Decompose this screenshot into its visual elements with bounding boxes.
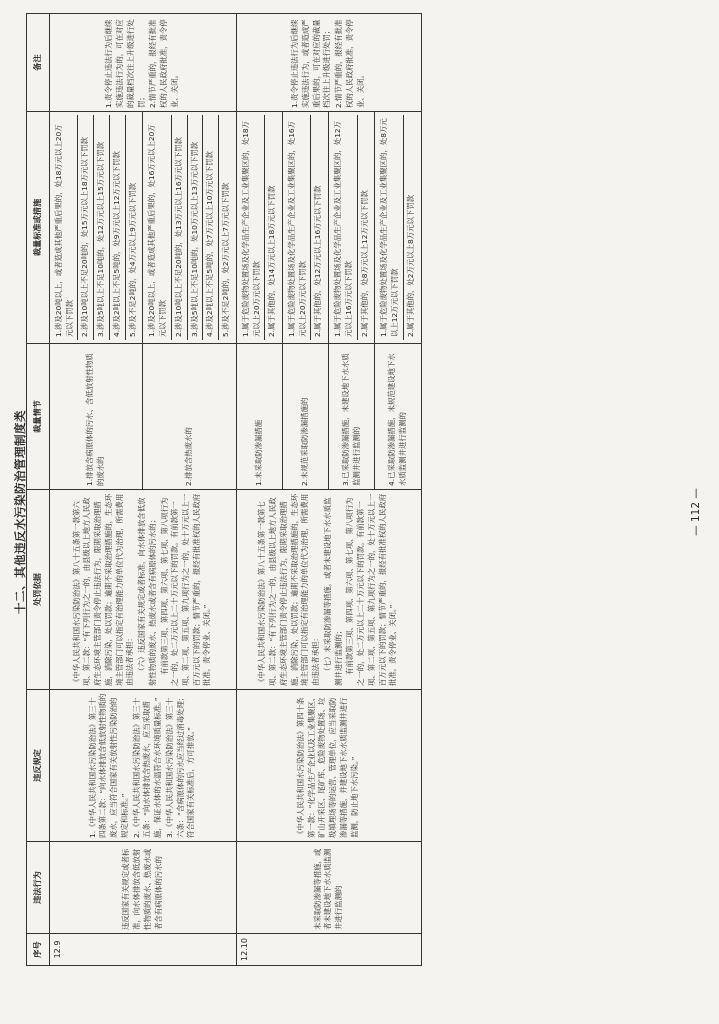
standard-item: 1.涉及20吨以上，或者造成其他严重后果的，处18万元以上20万元以下罚款 [52, 115, 78, 340]
standard-item: 5.涉及不足2吨的，处2万元以上7万元以下罚款 [221, 182, 231, 337]
seq-cell: 12.9 [50, 934, 237, 966]
standard-cell [375, 112, 421, 344]
header-remarks: 备注 [27, 14, 50, 112]
standard-cell [236, 112, 282, 344]
section-title: 十二、其他违反水污染防治管理制度类 [13, 410, 27, 614]
standard-cell [283, 112, 329, 344]
standard-cell [329, 112, 375, 344]
standard-item: 1.属于危险废物处置场及化学品生产企业及工业集聚区的，处8万元以上12万元以下罚款 [377, 115, 403, 340]
remarks-paragraph: 1.责令停止违法行为后继续实施违法行为，或者造成严重后果的，可在对应的裁量档次往上升级进行处罚； [290, 19, 332, 108]
penalty-table [26, 13, 422, 966]
standard-item: 5.涉及不足2吨的，处4万元以上9万元以下罚款 [127, 182, 137, 337]
provision-cell [50, 690, 237, 842]
standard-item: 1.属于危险废物处置场及化学品生产企业及工业集聚区的，处12万元以上16万元以下罚款 [331, 115, 357, 340]
remarks-paragraph: 1.责令停止违法行为后继续实施违法行为的，可在对应的裁量档次往上升级进行处罚； [104, 19, 146, 108]
header-circumstance: 裁量情节 [27, 344, 50, 490]
provision-paragraph: 《中华人民共和国水污染防治法》第四十条第一款：“化学品生产企业以及工业集聚区、矿山开采区、尾矿库、危险废物处置场、垃圾填埋场等的运营、管理单位，应当采取防渗漏等措施，并建设地下水水质监测井进行监测，防止地下水污染。” [296, 693, 359, 838]
remarks-cell [236, 14, 421, 112]
header-basis: 处罚依据 [27, 490, 50, 690]
provision-paragraph: 1.《中华人民共和国水污染防治法》第三十四条第二款：“向水体排放含低放射性物质的废水，应当符合国家有关放射性污染防治的规定和标准。” [87, 693, 129, 838]
standard-cell [143, 112, 236, 344]
provision-paragraph: 3.《中华人民共和国水污染防治法》第三十六条：“含病原体的污水应当经过消毒处理；符合国家有关标准后，方可排放。” [164, 693, 196, 838]
table-header-row [27, 14, 50, 966]
circumstance-cell: 1.排放含病原体的污水、含低放射性物质的废水的 [50, 344, 143, 490]
standard-item: 2.涉及10吨以上不足20吨的，处13万元以上16万元以下罚款 [172, 115, 188, 340]
behavior-cell: 违反国家有关规定或者标准，向水体排放含低放射性物质的废水、热废水或者含有病原体的污水的 [50, 842, 237, 934]
standard-item: 3.涉及5吨以上不足10吨的，处10万元以上13万元以下罚款 [188, 115, 204, 340]
basis-paragraph: （七）未采取防渗漏等措施，或者未建设地下水水质监测井进行监测的； [322, 497, 343, 686]
basis-paragraph: 《中华人民共和国水污染防治法》第八十五条第一款第六项、第二款：“有下列行为之一的，由县级以上地方人民政府生态环境主管部门责令停止违法行为，限期采取治理措施，消除污染，处以罚款；逾期不采取治理措施的，生态环境主管部门可以指定有治理能力的单位代为治理，所需费用由违法者承担： [71, 493, 135, 686]
remarks-cell [50, 14, 237, 112]
standard-item: 4.涉及2吨以上不足5吨的，处9万元以上12万元以下罚款 [110, 115, 126, 340]
basis-paragraph: （六）违反国家有关规定或者标准，向水体排放含低放射性物质的废水、热废水或者含有病原体的污水的； [137, 497, 157, 686]
remarks-paragraph: 2.情节严重的，报经有批准权的人民政府批准，责令停业、关闭。 [148, 19, 179, 108]
header-standard: 裁量标准或措施 [27, 112, 50, 344]
standard-cell [50, 112, 143, 344]
standard-item: 2.属于其他的，处8万元以上12万元以下罚款 [359, 190, 369, 337]
circumstance-cell: 2.未规范采取防渗漏措施的 [283, 344, 329, 490]
circumstance-cell: 4.已采取防渗漏措施，未规范建设地下水水质监测井进行监测的 [375, 344, 421, 490]
circumstance-cell: 1.未采取防渗漏措施 [236, 344, 282, 490]
seq-cell: 12.10 [236, 934, 421, 966]
standard-item: 2.属于其他的，处12万元以上16万元以下罚款 [313, 185, 323, 337]
basis-paragraph: 有前款第三项、第四项、第六项、第七项、第八项行为之一的，处二万元以上二十万元以下的罚款。有前款第一项、第二项、第五项、第九项行为之一的，处十万元以上一百万元以下的罚款；情节严重的，报经有批准权的人民政府批准，责令停业、关闭。” [159, 493, 212, 686]
header-provision: 违反规定 [27, 690, 50, 842]
standard-item: 1.属于危险废物处置场及化学品生产企业及工业集聚区的，处18万元以上20万元以下罚款 [239, 115, 265, 340]
circumstance-cell: 3.已采取防渗漏措施，未建设地下水水质监测井进行监测的 [329, 344, 375, 490]
basis-cell [50, 490, 237, 690]
standard-item: 1.涉及20吨以上，或者造成其他严重后果的，处16万元以上20万元以下罚款 [145, 115, 171, 340]
page-number: — 112 — [690, 488, 702, 536]
provision-cell [236, 690, 421, 842]
remarks-paragraph: 2.情节严重的，报经有批准权的人民政府批准，责令停业、关闭。 [334, 19, 365, 108]
standard-item: 1.属于危险废物处置场及化学品生产企业及工业集聚区的，处16万元以上20万元以下罚款 [285, 115, 311, 340]
basis-cell [236, 490, 421, 690]
standard-item: 4.涉及2吨以上不足5吨的，处7万元以上10万元以下罚款 [203, 115, 219, 340]
standard-item: 3.涉及5吨以上不足10吨的，处12万元以上15万元以下罚款 [94, 115, 110, 340]
basis-paragraph: 有前款第三项、第四项、第六项、第七项、第八项行为之一的，处二万元以上二十万元以下的罚款。有前款第一项、第二项、第五项、第九项行为之一的，处十万元以上一百万元以下的罚款；情节严重的，报经有批准权的人民政府批准，责令停业、关闭。” [345, 493, 398, 686]
standard-item: 2.属于其他的，处14万元以上18万元以下罚款 [267, 185, 277, 337]
provision-paragraph: 2.《中华人民共和国水污染防治法》第三十五条：“向水体排放含热废水，应当采取措施，保证水体的水温符合水环境质量标准。” [131, 697, 163, 838]
behavior-cell: 未采取防渗漏等措施，或者未建设地下水水质监测井进行监测的 [236, 842, 421, 934]
header-behavior: 违法行为 [27, 842, 50, 934]
circumstance-cell: 2.排放含热废水的 [143, 344, 236, 490]
standard-item: 2.属于其他的，处2万元以上8万元以下罚款 [405, 194, 415, 337]
table-row [236, 14, 282, 966]
standard-item: 2.涉及10吨以上不足20吨的，处15万元以上18万元以下罚款 [78, 115, 94, 340]
basis-paragraph: 《中华人民共和国水污染防治法》第八十五条第一款第七项、第二款：“有下列行为之一的，由县级以上地方人民政府生态环境主管部门责令停止违法行为，限期采取治理措施，消除污染，处以罚款；逾期不采取治理措施的，生态环境主管部门可以指定有治理能力的单位代为治理，所需费用由违法者承担： [257, 493, 321, 686]
table-row [50, 14, 143, 966]
header-seq: 序号 [27, 934, 50, 966]
